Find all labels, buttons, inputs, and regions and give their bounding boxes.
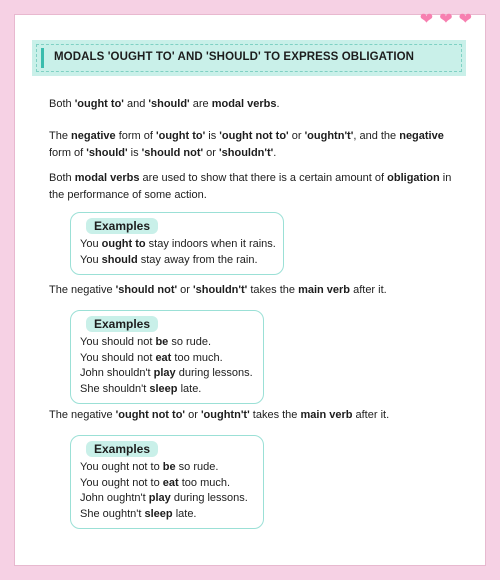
example-line: You ought to stay indoors when it rains. (80, 238, 276, 250)
banner-accent-bar (41, 48, 44, 68)
heart-icon: ❤ (439, 11, 453, 28)
intro-paragraph-1: Both 'ought to' and 'should' are modal verbs. (49, 98, 280, 110)
decorative-hearts (420, 12, 472, 28)
page-title: MODALS 'OUGHT TO' AND 'SHOULD' TO EXPRESS OBLIGATION (54, 51, 415, 63)
example-line: She oughtn't sleep late. (80, 507, 197, 520)
heart-icon: ❤ (458, 11, 472, 28)
title-banner (32, 40, 466, 76)
example-line: She shouldn't sleep late. (80, 382, 202, 395)
rule-paragraph-should-not: The negative 'should not' or 'shouldn't' takes the main verb after it. (49, 284, 387, 296)
example-line: You should stay away from the rain. (80, 253, 258, 266)
examples-box-3 (70, 435, 264, 529)
intro-paragraph-2: The negative form of 'ought to' is 'ought not to' or 'oughtn't', and the negative form of 'should' is 'should not' or 'shouldn't'. (49, 130, 444, 159)
examples-box-1 (70, 212, 284, 275)
examples-heading: Examples (86, 218, 158, 234)
example-line: You should not eat too much. (80, 351, 223, 364)
examples-heading: Examples (86, 316, 158, 332)
intro-paragraph-3: Both modal verbs are used to show that there is a certain amount of obligation in the performance of some action. (49, 172, 452, 201)
rule-paragraph-ought-not-to: The negative 'ought not to' or 'oughtn't' takes the main verb after it. (49, 409, 390, 421)
examples-heading: Examples (86, 441, 158, 457)
examples-box-2 (70, 310, 264, 404)
example-line: John shouldn't play during lessons. (80, 367, 253, 379)
heart-icon: ❤ (419, 11, 434, 28)
example-line: John oughtn't play during lessons. (80, 492, 248, 504)
example-line: You ought not to eat too much. (80, 476, 231, 489)
example-line: You should not be so rude. (80, 336, 212, 348)
example-line: You ought not to be so rude. (80, 461, 219, 473)
